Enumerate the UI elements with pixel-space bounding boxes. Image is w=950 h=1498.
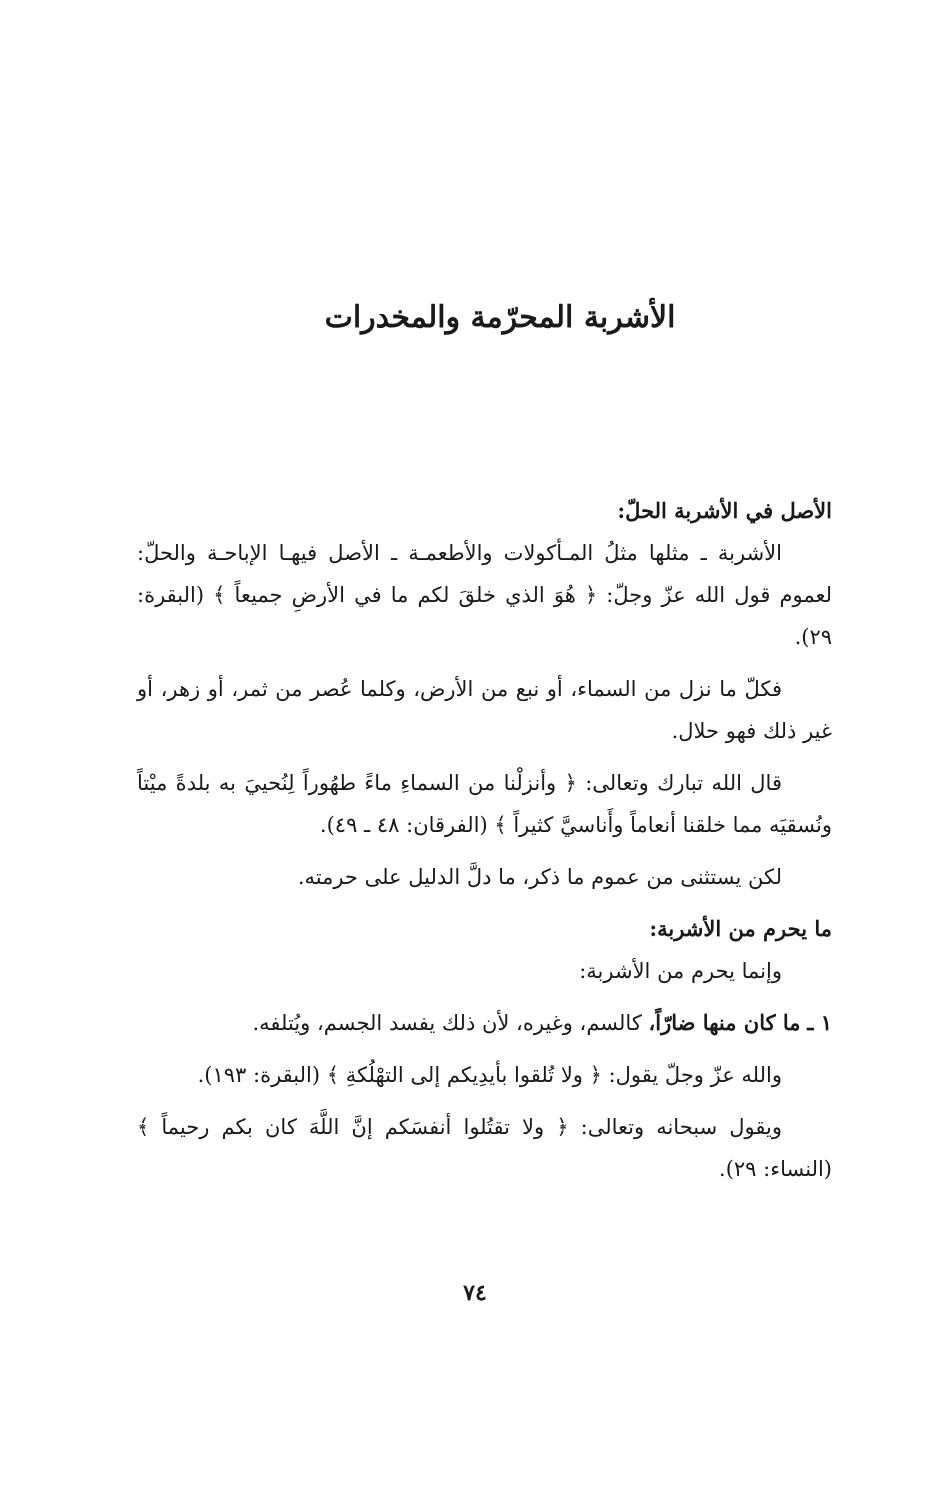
chapter-title: الأشربة المحرّمة والمخدرات: [324, 300, 676, 335]
paragraph-exception: لكن يستثنى من عموم ما ذكر، ما دلَّ الدليل على حرمته.: [297, 865, 782, 889]
paragraph-forbidden-intro: وإنما يحرم من الأشربة:: [579, 959, 782, 983]
body-text: [137, 490, 832, 1200]
paragraph-baqarah-verse: والله عزّ وجلّ يقول: ﴿ ولا تُلقوا بأيدِيكم إلى التهْلُكةِ ﴾ (البقرة: ١٩٣).: [197, 1063, 782, 1087]
paragraph-all-permitted: فكلّ ما نزل من السماء، أو نبع من الأرض، وكلما عُصر من ثمر، أو زهر، أو غير ذلك فهو حلال.: [137, 677, 832, 743]
paragraph-furqan-verse: قال الله تبارك وتعالى: ﴿ وأنزلْنا من السماءِ ماءً طهُوراً لِنُحييَ به بلدةً ميْتاً ونُسقيَه مما خلقنا أنعاماً وأَناسيَّ كثيراً ﴾ (الفرقان: ٤٨ ـ ٤٩).: [137, 771, 832, 837]
page-number: ٧٤: [463, 1280, 487, 1306]
section-heading-origin: الأصل في الأشربة الحلّ:: [617, 498, 832, 523]
paragraph-origin-permissibility: الأشربة ـ مثلها مثلُ المـأكولات والأطعمـة ـ الأصل فيهـا الإباحـة والحلّ: لعموم قول الله عزّ وجلّ: ﴿ هُوَ الذي خلقَ لكم ما في الأرضِ جميعاً ﴾ (البقرة: ٢٩).: [137, 541, 832, 649]
paragraph-nisa-verse: ويقول سبحانه وتعالى: ﴿ ولا تقتُلوا أنفسَكم إنَّ اللَّهَ كان بكم رحيماً ﴾ (النساء: ٢٩).: [137, 1115, 832, 1181]
list-item-text: كالسم، وغيره، لأن ذلك يفسد الجسم، ويُتلفه.: [252, 1011, 642, 1035]
section-heading-forbidden: ما يحرم من الأشربة:: [649, 916, 832, 941]
list-item-number: ١ ـ: [807, 1010, 832, 1035]
list-item-harmful: [137, 1002, 832, 1044]
list-item-label: ما كان منها ضارّاً،: [648, 1010, 801, 1035]
